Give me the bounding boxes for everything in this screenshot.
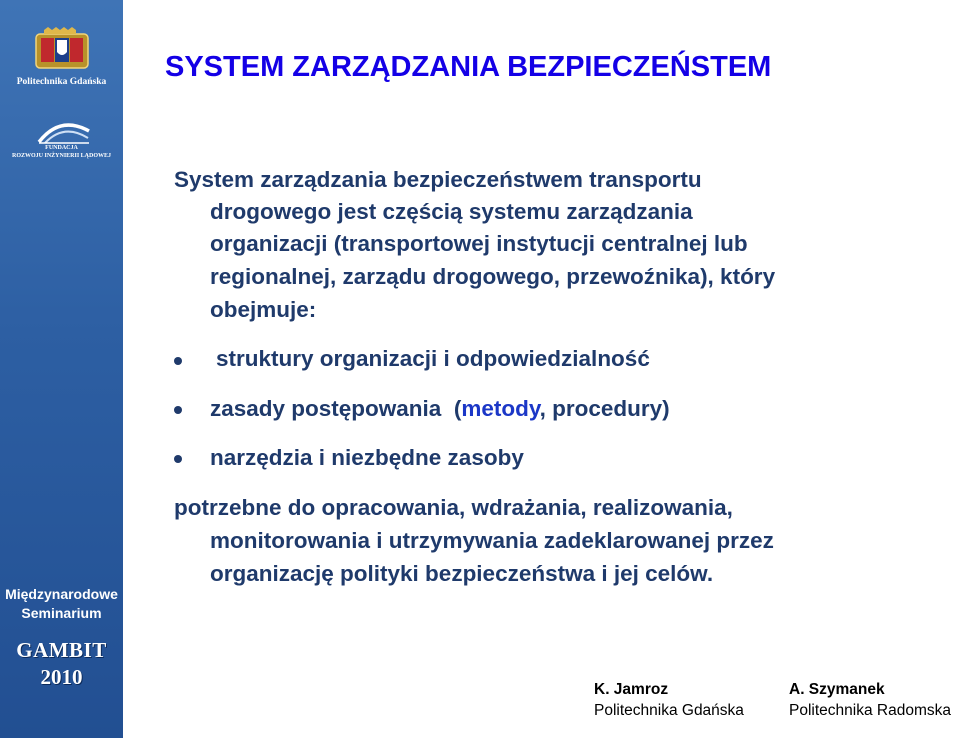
university-label: Politechnika Gdańska [16, 77, 107, 87]
bullet-item-2-text-end: , procedury) [539, 396, 670, 421]
bullet-item-2-text-start: zasady postępowania ( [210, 396, 462, 421]
closing-line-3: organizację polityki bezpieczeństwa i jej celów. [210, 561, 714, 586]
intro-line-1: System zarządzania bezpieczeństwem transportu [174, 167, 702, 192]
bullet-item-1: struktury organizacji i odpowiedzialność [216, 346, 650, 371]
bullet-marker-1 [174, 357, 182, 365]
slide-title: SYSTEM ZARZĄDZANIA BEZPIECZEŃSTEM [165, 51, 772, 83]
bullet-marker-2 [174, 406, 182, 414]
intro-line-4: regionalnej, zarządu drogowego, przewoźnika), który [210, 264, 776, 289]
bullet-marker-3 [174, 455, 182, 463]
author-1-affiliation: Politechnika Gdańska [594, 702, 744, 719]
author-2-name: A. Szymanek [789, 681, 885, 698]
event-name: GAMBIT [16, 638, 107, 662]
bullet-item-2-accent: metody [461, 396, 540, 421]
author-1 [594, 679, 744, 721]
intro-line-3: organizacji (transportowej instytucji centralnej lub [210, 231, 748, 256]
seminar-label-line-2: Seminarium [21, 605, 102, 621]
closing-line-2: monitorowania i utrzymywania zadeklarowanej przez [210, 528, 774, 553]
event-year: 2010 [40, 665, 83, 689]
bullet-item-3: narzędzia i niezbędne zasoby [210, 445, 524, 470]
author-1-name: K. Jamroz [594, 681, 669, 698]
author-2-affiliation: Politechnika Radomska [789, 702, 951, 719]
foundation-label-line-1: FUNDACJA [45, 145, 78, 151]
intro-line-5: obejmuje: [210, 297, 317, 322]
author-2 [789, 679, 951, 721]
bullet-item-2 [210, 396, 670, 422]
closing-line-1: potrzebne do opracowania, wdrażania, realizowania, [174, 495, 733, 520]
seminar-label-line-1: Międzynarodowe [5, 586, 118, 602]
foundation-label-line-2: ROZWOJU INŻYNIERII LĄDOWEJ [11, 153, 111, 159]
intro-line-2: drogowego jest częścią systemu zarządzania [210, 199, 693, 224]
